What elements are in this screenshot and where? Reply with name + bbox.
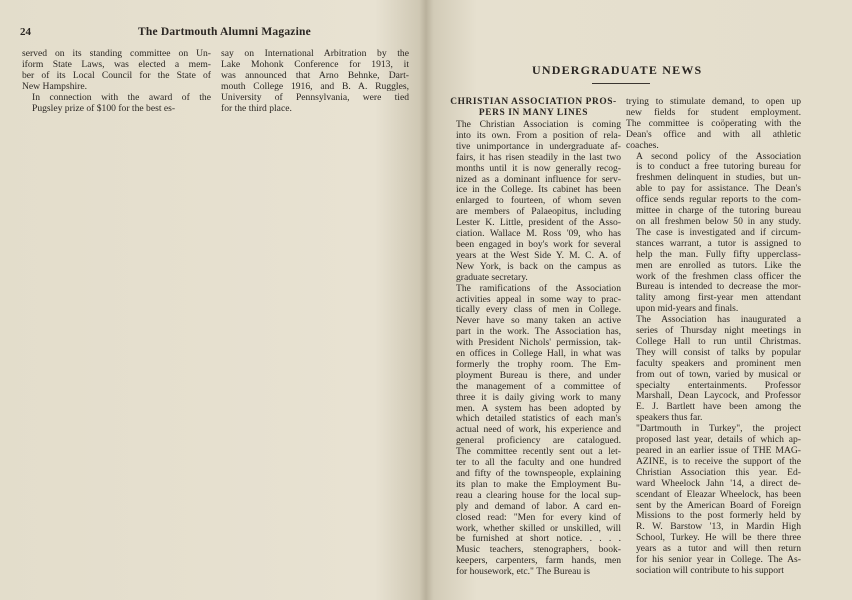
- text-line: upon mid-years and finals.: [636, 303, 739, 315]
- text-line: new fields for student employment.: [626, 106, 801, 118]
- text-line: sent by the American Board of Foreign: [636, 499, 801, 511]
- text-line: They will consist of talks by popular: [636, 346, 801, 358]
- text-line: work, whether skilled or unskilled, will: [456, 522, 621, 534]
- text-line: The Christian Association is coming: [456, 119, 621, 130]
- text-line: trying to stimulate demand, to open up: [626, 96, 801, 107]
- text-line: The committee recently sent out a let-: [456, 446, 621, 458]
- paragraph: [22, 49, 211, 93]
- text-line: ter to all the faculty and one hundred: [456, 457, 621, 469]
- text-line: sociation will contribute to his support: [636, 564, 784, 576]
- text-line: tically every class of men in College.: [456, 304, 621, 316]
- text-line: years at the West Side Y. M. C. A. of: [456, 249, 621, 261]
- right-column-1: [446, 97, 621, 578]
- text-line: Lake Mohonk Conference for 1913, it: [221, 58, 409, 70]
- text-line: graduate secretary.: [456, 271, 528, 283]
- text-line: series of Thursday night meetings in: [636, 325, 801, 337]
- text-line: Never have so many taken an active: [456, 315, 621, 327]
- text-line: ciation. Wallace M. Ross '09, who has: [456, 228, 621, 240]
- text-line: its plan to make the Employment Bu-: [456, 478, 621, 490]
- text-line: into its own. From a position of rela-: [456, 129, 621, 141]
- text-line: for his senior year in College. The As-: [636, 554, 801, 566]
- text-line: men. A system has been adopted by: [456, 402, 621, 414]
- text-line: College Hall to run until Christmas.: [636, 335, 801, 347]
- text-line: en offices in College Hall, in what was: [456, 348, 621, 360]
- text-line: tality among first-year men attendant: [636, 292, 801, 304]
- text-line: University of Pennsylvania, were tied: [221, 91, 409, 103]
- page-number: 24: [20, 26, 31, 38]
- text-line: office sends regular reports to the com-: [636, 194, 801, 206]
- text-line: be furnished at short notice. . . . .: [456, 533, 621, 545]
- text-line: keepers, carpenters, farm hands, men: [456, 555, 621, 567]
- text-line: Dean's office and with all athletic: [626, 128, 801, 140]
- text-line: ice in the College. Its cabinet has been: [456, 184, 621, 196]
- paragraph: [446, 284, 621, 578]
- text-line: freshmen delinquent in studies, but un-: [636, 172, 801, 184]
- text-line: Pugsley prize of $100 for the best es-: [32, 102, 176, 114]
- text-line: from out of town, varied by musical or: [636, 368, 801, 380]
- text-line: Christian Association this year. Ed-: [636, 466, 801, 478]
- text-line: The Association has inaugurated a: [636, 314, 801, 326]
- text-line: for housework, etc." The Bureau is: [456, 566, 591, 578]
- paragraph: [22, 93, 211, 115]
- text-line: ward Wheelock Jahn '14, a direct de-: [636, 477, 801, 489]
- text-line: help the man. Fully fifty upperclass-: [636, 248, 801, 260]
- text-line: ber of its Local Council for the State of: [22, 69, 211, 81]
- text-line: served on its standing committee on Un-: [22, 48, 211, 59]
- text-line: enlarged to fourteen, of whom seven: [456, 195, 621, 207]
- text-line: closed read: "Men for every kind of: [456, 511, 621, 523]
- text-line: years as a tutor and will then return: [636, 543, 801, 555]
- text-line: part in the work. The Association has,: [456, 326, 621, 338]
- text-line: scendant of Eleazar Wheelock, has been: [636, 488, 801, 500]
- text-line: AZINE, is to receive the support of the: [636, 455, 801, 467]
- text-line: which detailed statistics of each man's: [456, 413, 621, 425]
- text-line: School, Turkey. He will be there three: [636, 532, 801, 544]
- article-heading-line: CHRISTIAN ASSOCIATION PROS-: [450, 97, 617, 107]
- text-line: "Dartmouth in Turkey", the project: [636, 423, 801, 435]
- running-head: [20, 26, 416, 40]
- text-line: faculty speakers and prominent men: [636, 357, 801, 369]
- text-line: is to conduct a free tutoring bureau for: [636, 161, 801, 173]
- text-line: ployment Bureau is there, and under: [456, 369, 621, 381]
- text-line: The committee is coöperating with the: [626, 117, 801, 129]
- text-line: men are enrolled as tutors. Like the: [636, 259, 801, 271]
- section-rule: [592, 83, 650, 84]
- text-line: work of the freshmen class officer the: [636, 270, 801, 282]
- text-line: the management of a committee of: [456, 380, 621, 392]
- text-line: E. J. Bartlett have been among the: [636, 401, 801, 413]
- paragraph: [446, 120, 621, 284]
- text-line: and fifty of the townspeople, explaining: [456, 468, 621, 479]
- magazine-title: The Dartmouth Alumni Magazine: [138, 26, 311, 38]
- text-line: nized as a dominant influence for serv-: [456, 173, 621, 185]
- paragraph: [626, 424, 801, 577]
- text-line: coaches.: [626, 139, 659, 151]
- text-line: ply and demand of labor. A card en-: [456, 500, 621, 512]
- text-line: reau a clearing house for the local sup-: [456, 489, 621, 501]
- text-line: was announced that Arno Behnke, Dart-: [221, 69, 409, 81]
- text-line: three it is daily giving work to many: [456, 391, 621, 403]
- text-line: with President Nichols' permission, tak-: [456, 337, 621, 349]
- text-line: fairs, it has risen steadily in the last two: [456, 151, 621, 163]
- article-heading: [446, 97, 621, 118]
- text-line: months until it is now generally recog-: [456, 162, 621, 174]
- text-line: R. W. Barstow '13, in Mardin High: [636, 521, 801, 533]
- text-line: stances warrant, a tutor is assigned to: [636, 237, 801, 249]
- text-line: for the third place.: [221, 102, 292, 114]
- text-line: on all freshmen below 50 in any study.: [636, 215, 801, 227]
- paragraph: [221, 49, 409, 114]
- text-line: able to pay for assistance. The Dean's: [636, 183, 801, 195]
- paragraph: [626, 152, 801, 316]
- text-line: Missions to the post formerly held by: [636, 510, 801, 522]
- text-line: activities appeal in some way to prac-: [456, 293, 621, 305]
- paragraph: [626, 97, 801, 152]
- text-line: proposed last year, details of which ap-: [636, 434, 801, 446]
- section-heading: UNDERGRADUATE NEWS: [532, 63, 703, 77]
- text-line: The case is investigated and if circum-: [636, 226, 801, 238]
- text-line: specialty entertainments. Professor: [636, 379, 801, 391]
- text-line: speakers thus far.: [636, 412, 703, 424]
- text-line: peared in an earlier issue of THE MAG-: [636, 445, 801, 456]
- text-line: iform State Laws, was elected a mem-: [22, 58, 211, 70]
- text-line: mittee in charge of the tutoring bureau: [636, 205, 801, 217]
- text-line: general proficiency are catalogued.: [456, 435, 621, 447]
- left-column-1: [22, 49, 211, 114]
- left-column-2: [221, 49, 409, 114]
- text-line: formerly the trophy room. The Em-: [456, 358, 621, 370]
- text-line: Marshall, Dean Laycock, and Professor: [636, 390, 801, 402]
- left-page: [0, 0, 424, 600]
- text-line: A second policy of the Association: [636, 150, 801, 162]
- text-line: mouth College 1916, and B. A. Ruggles,: [221, 80, 409, 92]
- text-line: Lester K. Little, president of the Asso-: [456, 217, 621, 229]
- right-column-2: [626, 97, 801, 577]
- text-line: New Hampshire.: [22, 80, 88, 92]
- article-heading-line: PERS IN MANY LINES: [478, 107, 589, 118]
- text-line: say on International Arbitration by the: [221, 48, 409, 59]
- text-line: been engaged in boy's work for several: [456, 238, 621, 250]
- text-line: New York, is back on the campus as: [456, 260, 621, 272]
- text-line: tive unimportance in undergraduate af-: [456, 140, 621, 152]
- text-line: The ramifications of the Association: [456, 282, 621, 294]
- right-page: [428, 0, 852, 600]
- text-line: are members of Palaeopitus, including: [456, 206, 621, 218]
- paragraph: [626, 315, 801, 424]
- text-line: In connection with the award of the: [32, 91, 211, 103]
- text-line: actual need of work, his experience and: [456, 424, 621, 436]
- text-line: Bureau is intended to decrease the mor-: [636, 281, 801, 293]
- article-body-column-1: [446, 120, 621, 578]
- text-line: Music teachers, stenographers, book-: [456, 544, 621, 556]
